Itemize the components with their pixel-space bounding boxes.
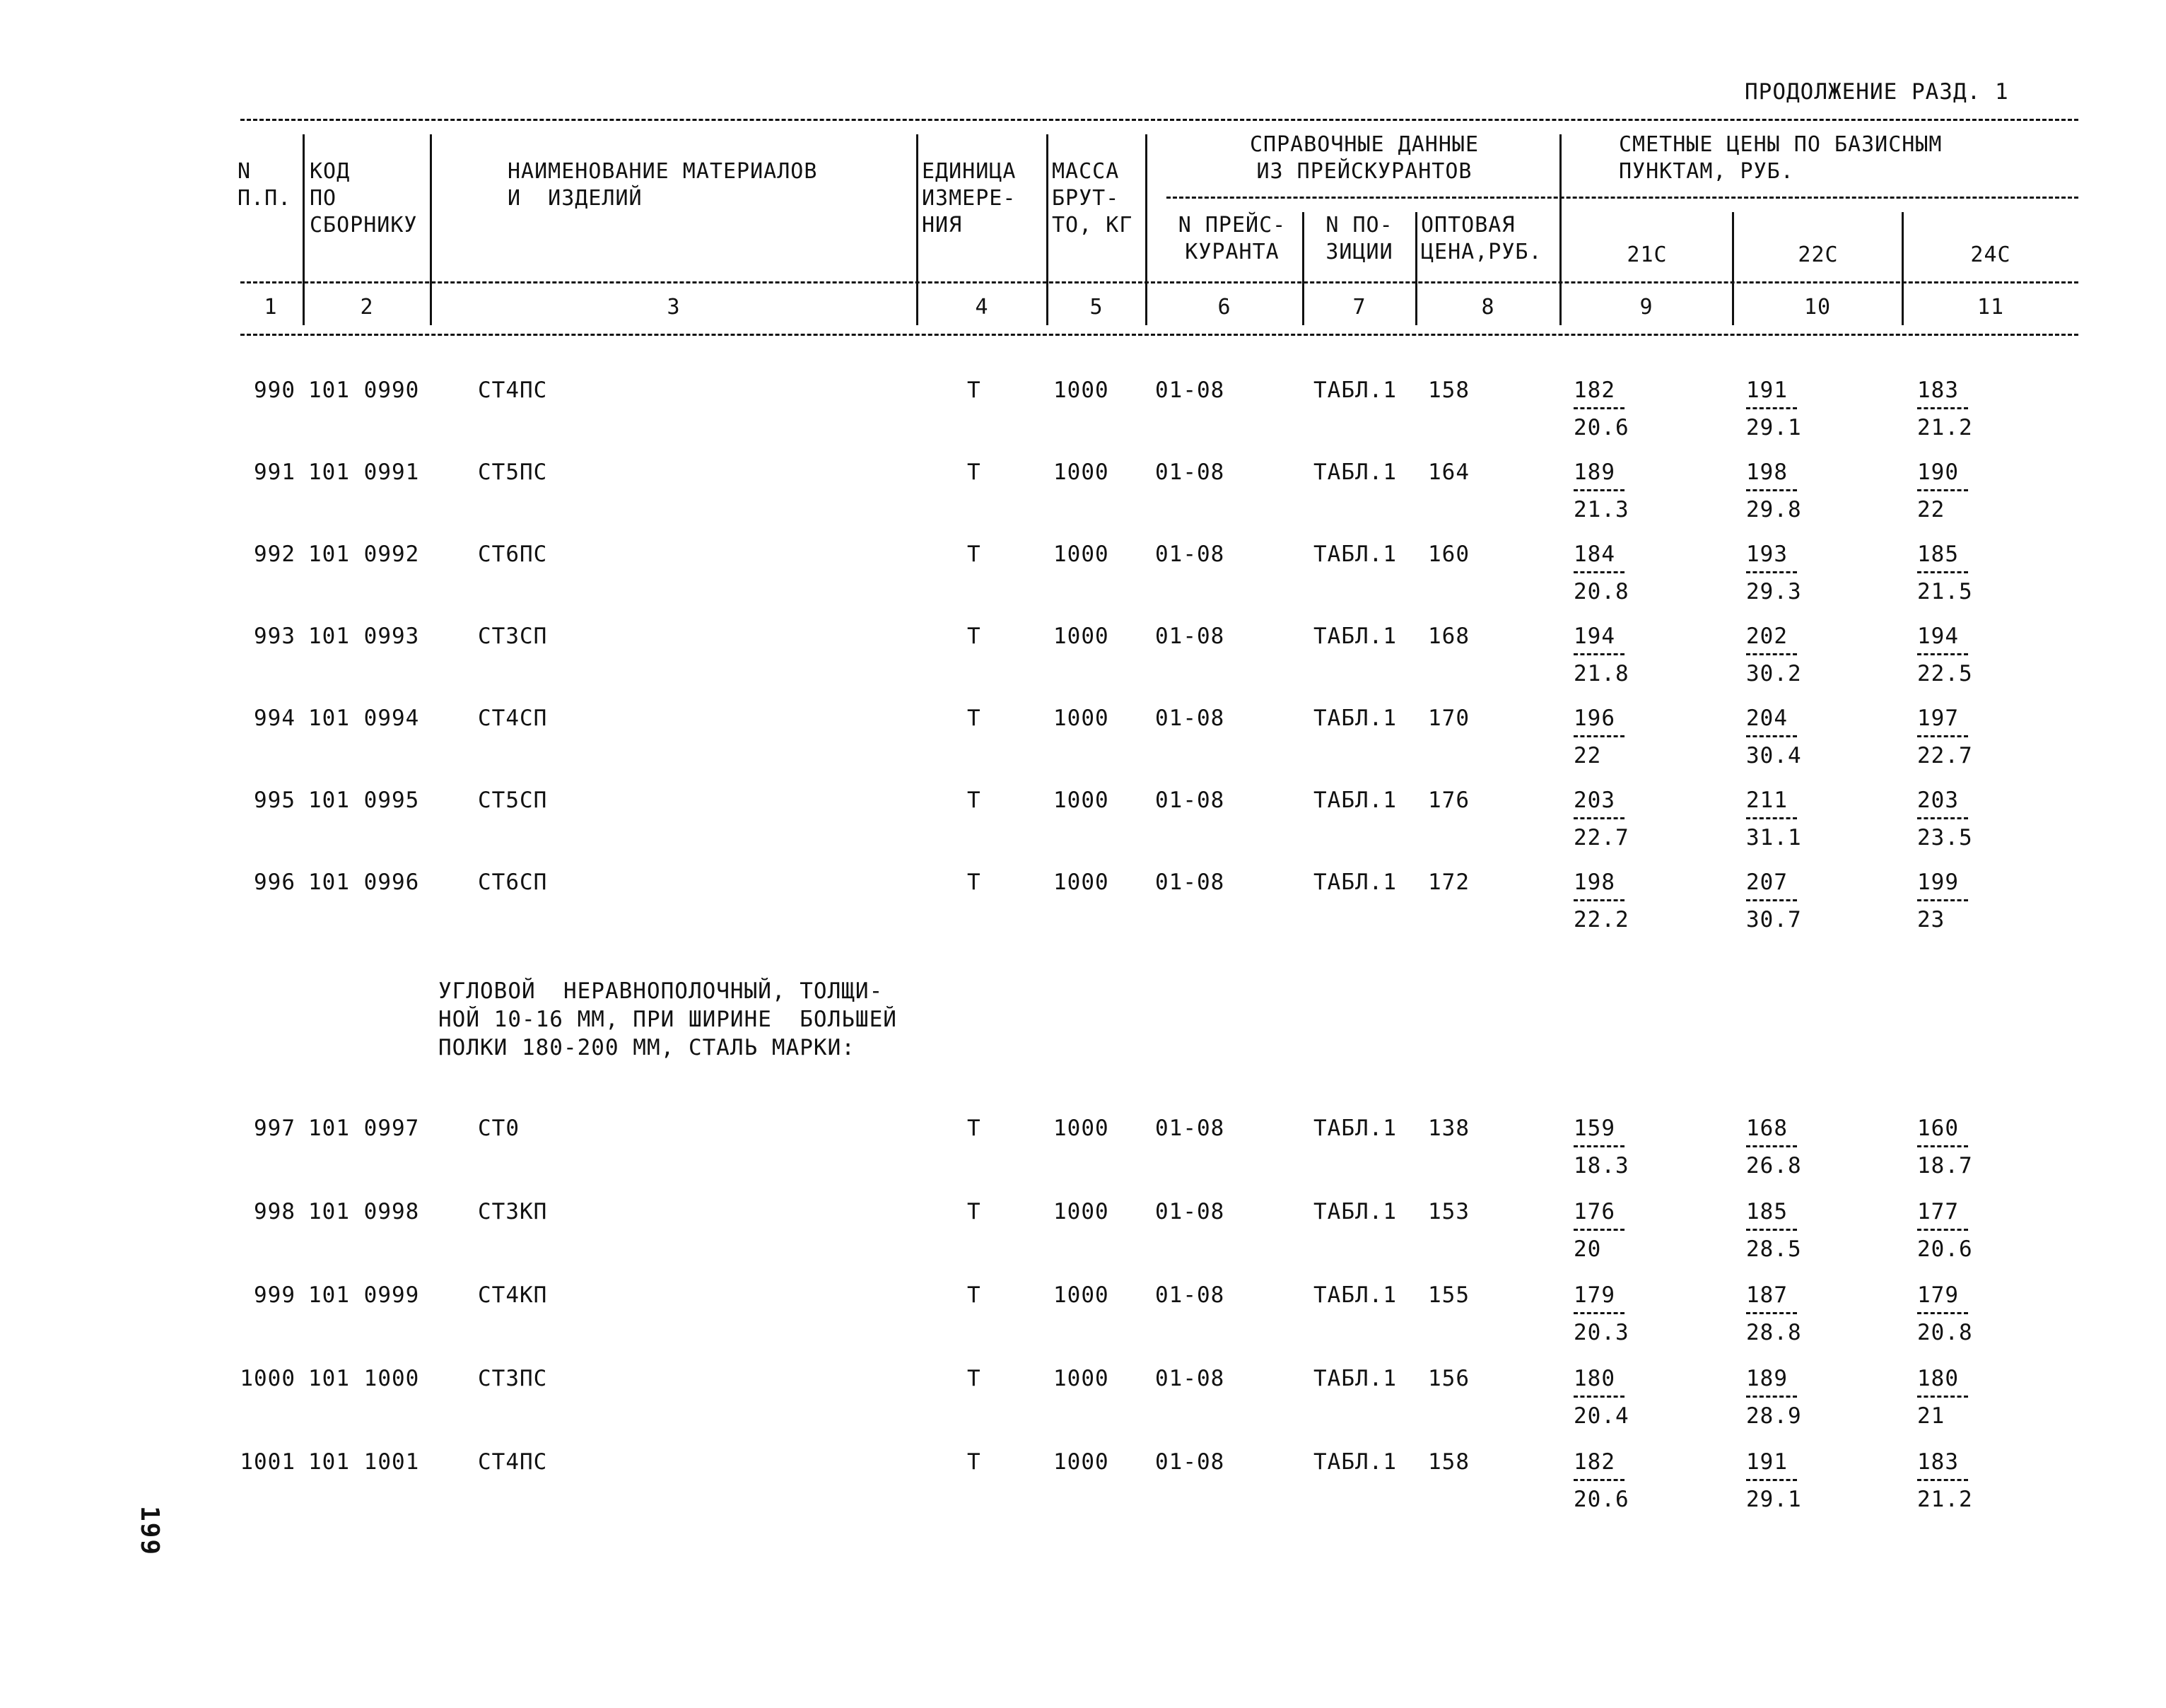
fraction-bar — [1917, 571, 1968, 573]
price-denominator: 22 — [1574, 743, 1602, 768]
row-position: ТАБЛ.1 — [1313, 788, 1397, 813]
row-number: 995 — [254, 788, 295, 813]
row-mass: 1000 — [1053, 1199, 1109, 1224]
price-denominator: 20.8 — [1574, 579, 1629, 604]
row-pricelist: 01-08 — [1155, 1116, 1225, 1141]
col-number: 1 — [264, 295, 278, 320]
fraction-bar — [1746, 817, 1797, 819]
row-unit: Т — [967, 1199, 981, 1224]
row-pricelist: 01-08 — [1155, 1199, 1225, 1224]
price-numerator: 204 — [1746, 706, 1788, 731]
price-denominator: 23.5 — [1917, 825, 1973, 850]
row-mass: 1000 — [1053, 870, 1109, 895]
row-mass: 1000 — [1053, 706, 1109, 731]
price-22c — [1746, 1199, 1845, 1262]
price-denominator: 21.2 — [1917, 1487, 1973, 1512]
price-21c — [1574, 706, 1673, 768]
price-21c — [1574, 1366, 1673, 1429]
fraction-bar — [1917, 653, 1968, 655]
row-code: 101 1000 — [308, 1366, 420, 1391]
price-numerator: 189 — [1574, 460, 1615, 485]
row-name: СТ4КП — [478, 1282, 548, 1308]
row-name: СТ3СП — [478, 624, 548, 649]
price-numerator: 196 — [1574, 706, 1615, 731]
header-top-rule — [240, 119, 2078, 121]
price-numerator: 176 — [1574, 1199, 1615, 1224]
price-denominator: 20.6 — [1574, 1487, 1629, 1512]
price-21c — [1574, 624, 1673, 686]
row-number: 1001 — [240, 1449, 295, 1475]
row-code: 101 0991 — [308, 460, 420, 485]
price-numerator: 179 — [1917, 1282, 1959, 1308]
price-denominator: 22.7 — [1574, 825, 1629, 850]
price-denominator: 28.5 — [1746, 1236, 1802, 1262]
fraction-bar — [1746, 1229, 1797, 1231]
header-col2: КОД ПО СБОРНИКУ — [310, 159, 418, 238]
price-denominator: 20.4 — [1574, 1403, 1629, 1429]
fraction-bar — [1917, 1479, 1968, 1481]
header-col7: N ПО- ЗИЦИИ — [1325, 213, 1393, 264]
price-21c — [1574, 1449, 1673, 1512]
row-unit: Т — [967, 870, 981, 895]
row-number: 994 — [254, 706, 295, 731]
header-col6: N ПРЕЙС- КУРАНТА — [1178, 213, 1287, 264]
row-number: 996 — [254, 870, 295, 895]
price-22c — [1746, 788, 1845, 850]
row-unit: Т — [967, 788, 981, 813]
fraction-bar — [1746, 1145, 1797, 1147]
fraction-bar — [1574, 653, 1624, 655]
row-mass: 1000 — [1053, 1449, 1109, 1475]
header-col10: 22С — [1798, 242, 1839, 267]
price-numerator: 198 — [1746, 460, 1788, 485]
fraction-bar — [1917, 1396, 1968, 1398]
row-position: ТАБЛ.1 — [1313, 542, 1397, 567]
price-denominator: 21.8 — [1574, 661, 1629, 686]
col-sep — [1559, 134, 1562, 325]
price-24c — [1917, 1282, 2016, 1345]
row-number: 997 — [254, 1116, 295, 1141]
price-numerator: 185 — [1917, 542, 1959, 567]
header-price-group: СМЕТНЫЕ ЦЕНЫ ПО БАЗИСНЫМ ПУНКТАМ, РУБ. — [1619, 132, 1943, 184]
row-position: ТАБЛ.1 — [1313, 706, 1397, 731]
row-unit: Т — [967, 1449, 981, 1475]
price-24c — [1917, 1366, 2016, 1429]
row-number: 998 — [254, 1199, 295, 1224]
fraction-bar — [1574, 1145, 1624, 1147]
fraction-bar — [1746, 489, 1797, 491]
price-denominator: 21.5 — [1917, 579, 1973, 604]
row-pricelist: 01-08 — [1155, 624, 1225, 649]
row-code: 101 0993 — [308, 624, 420, 649]
fraction-bar — [1746, 407, 1797, 409]
row-unit: Т — [967, 542, 981, 567]
header-col1: N П.П. — [238, 159, 292, 211]
fraction-bar — [1574, 1229, 1624, 1231]
row-pricelist: 01-08 — [1155, 706, 1225, 731]
price-numerator: 183 — [1917, 378, 1959, 403]
row-wholesale-price: 155 — [1428, 1282, 1470, 1308]
price-denominator: 21 — [1917, 1403, 1945, 1429]
row-mass: 1000 — [1053, 1116, 1109, 1141]
fraction-bar — [1574, 899, 1624, 901]
fraction-bar — [1917, 735, 1968, 737]
col-sep — [430, 134, 432, 325]
price-denominator: 29.1 — [1746, 415, 1802, 440]
continuation-label: ПРОДОЛЖЕНИЕ РАЗД. 1 — [1745, 79, 2009, 105]
row-number: 991 — [254, 460, 295, 485]
row-pricelist: 01-08 — [1155, 788, 1225, 813]
price-denominator: 20.8 — [1917, 1320, 1973, 1345]
price-numerator: 179 — [1574, 1282, 1615, 1308]
row-code: 101 0995 — [308, 788, 420, 813]
row-pricelist: 01-08 — [1155, 378, 1225, 403]
row-name: СТ4ПС — [478, 378, 548, 403]
row-position: ТАБЛ.1 — [1313, 378, 1397, 403]
row-name: СТ5СП — [478, 788, 548, 813]
fraction-bar — [1917, 1312, 1968, 1314]
col-number: 10 — [1803, 295, 1832, 320]
fraction-bar — [1574, 1312, 1624, 1314]
price-denominator: 20 — [1574, 1236, 1602, 1262]
col-sep — [1302, 212, 1304, 325]
price-denominator: 30.4 — [1746, 743, 1802, 768]
price-denominator: 29.3 — [1746, 579, 1802, 604]
row-unit: Т — [967, 624, 981, 649]
row-wholesale-price: 172 — [1428, 870, 1470, 895]
fraction-bar — [1746, 899, 1797, 901]
col-number: 3 — [667, 295, 681, 320]
row-position: ТАБЛ.1 — [1313, 1449, 1397, 1475]
price-numerator: 194 — [1574, 624, 1615, 649]
price-22c — [1746, 378, 1845, 440]
row-code: 101 0992 — [308, 542, 420, 567]
price-denominator: 29.8 — [1746, 497, 1802, 522]
col-sep — [1046, 134, 1048, 325]
fraction-bar — [1574, 817, 1624, 819]
row-position: ТАБЛ.1 — [1313, 1116, 1397, 1141]
row-name: СТ6ПС — [478, 542, 548, 567]
row-name: СТ4СП — [478, 706, 548, 731]
header-group-rule — [1166, 197, 2078, 199]
col-number: 8 — [1481, 295, 1495, 320]
price-numerator: 202 — [1746, 624, 1788, 649]
row-position: ТАБЛ.1 — [1313, 870, 1397, 895]
row-code: 101 1001 — [308, 1449, 420, 1475]
row-mass: 1000 — [1053, 460, 1109, 485]
price-24c — [1917, 624, 2016, 686]
price-numerator: 168 — [1746, 1116, 1788, 1141]
fraction-bar — [1574, 489, 1624, 491]
row-unit: Т — [967, 1282, 981, 1308]
price-denominator: 23 — [1917, 907, 1945, 932]
fraction-bar — [1746, 571, 1797, 573]
row-name: СТ3ПС — [478, 1366, 548, 1391]
price-24c — [1917, 542, 2016, 604]
row-wholesale-price: 168 — [1428, 624, 1470, 649]
fraction-bar — [1574, 571, 1624, 573]
row-name: СТ4ПС — [478, 1449, 548, 1475]
price-denominator: 22.2 — [1574, 907, 1629, 932]
price-22c — [1746, 624, 1845, 686]
col-number: 2 — [360, 295, 374, 320]
col-number: 6 — [1217, 295, 1231, 320]
row-number: 992 — [254, 542, 295, 567]
price-numerator: 197 — [1917, 706, 1959, 731]
fraction-bar — [1746, 1396, 1797, 1398]
fraction-bar — [1917, 407, 1968, 409]
header-col4: ЕДИНИЦА ИЗМЕРЕ- НИЯ — [922, 159, 1017, 238]
row-wholesale-price: 164 — [1428, 460, 1470, 485]
row-wholesale-price: 158 — [1428, 378, 1470, 403]
col-sep — [916, 134, 918, 325]
row-pricelist: 01-08 — [1155, 1449, 1225, 1475]
price-21c — [1574, 542, 1673, 604]
row-code: 101 0997 — [308, 1116, 420, 1141]
price-21c — [1574, 460, 1673, 522]
row-wholesale-price: 170 — [1428, 706, 1470, 731]
header-col5: МАССА БРУТ- ТО, КГ — [1052, 159, 1133, 238]
fraction-bar — [1746, 1312, 1797, 1314]
row-code: 101 0999 — [308, 1282, 420, 1308]
price-22c — [1746, 706, 1845, 768]
price-numerator: 194 — [1917, 624, 1959, 649]
row-number: 1000 — [240, 1366, 295, 1391]
row-unit: Т — [967, 460, 981, 485]
row-wholesale-price: 176 — [1428, 788, 1470, 813]
row-pricelist: 01-08 — [1155, 1366, 1225, 1391]
row-mass: 1000 — [1053, 788, 1109, 813]
price-24c — [1917, 1116, 2016, 1178]
row-position: ТАБЛ.1 — [1313, 1282, 1397, 1308]
price-24c — [1917, 378, 2016, 440]
col-number: 5 — [1089, 295, 1104, 320]
price-numerator: 183 — [1917, 1449, 1959, 1475]
price-numerator: 180 — [1917, 1366, 1959, 1391]
price-denominator: 21.2 — [1917, 415, 1973, 440]
header-bottom-rule — [240, 334, 2078, 336]
price-22c — [1746, 1366, 1845, 1429]
fraction-bar — [1746, 735, 1797, 737]
col-sep — [1902, 212, 1904, 325]
price-numerator: 182 — [1574, 378, 1615, 403]
price-denominator: 28.9 — [1746, 1403, 1802, 1429]
col-number: 4 — [975, 295, 989, 320]
row-wholesale-price: 138 — [1428, 1116, 1470, 1141]
fraction-bar — [1574, 407, 1624, 409]
price-denominator: 18.3 — [1574, 1153, 1629, 1178]
row-pricelist: 01-08 — [1155, 542, 1225, 567]
col-sep — [1145, 134, 1147, 325]
row-position: ТАБЛ.1 — [1313, 460, 1397, 485]
row-mass: 1000 — [1053, 1282, 1109, 1308]
row-pricelist: 01-08 — [1155, 870, 1225, 895]
price-denominator: 31.1 — [1746, 825, 1802, 850]
price-numerator: 187 — [1746, 1282, 1788, 1308]
row-number: 990 — [254, 378, 295, 403]
row-position: ТАБЛ.1 — [1313, 1366, 1397, 1391]
fraction-bar — [1917, 817, 1968, 819]
row-number: 993 — [254, 624, 295, 649]
row-mass: 1000 — [1053, 1366, 1109, 1391]
price-numerator: 191 — [1746, 378, 1788, 403]
fraction-bar — [1917, 1145, 1968, 1147]
price-22c — [1746, 1449, 1845, 1512]
price-21c — [1574, 1116, 1673, 1178]
price-numerator: 211 — [1746, 788, 1788, 813]
col-sep — [303, 134, 305, 325]
row-position: ТАБЛ.1 — [1313, 624, 1397, 649]
row-mass: 1000 — [1053, 378, 1109, 403]
row-name: СТ3КП — [478, 1199, 548, 1224]
price-21c — [1574, 1282, 1673, 1345]
price-denominator: 30.7 — [1746, 907, 1802, 932]
fraction-bar — [1746, 1479, 1797, 1481]
price-21c — [1574, 378, 1673, 440]
price-denominator: 20.3 — [1574, 1320, 1629, 1345]
price-denominator: 22.7 — [1917, 743, 1973, 768]
header-col9: 21С — [1627, 242, 1668, 267]
col-sep — [1732, 212, 1734, 325]
price-denominator: 20.6 — [1574, 415, 1629, 440]
price-denominator: 18.7 — [1917, 1153, 1973, 1178]
col-number: 7 — [1352, 295, 1366, 320]
price-numerator: 180 — [1574, 1366, 1615, 1391]
section-heading: УГЛОВОЙ НЕРАВНОПОЛОЧНЫЙ, ТОЛЩИ- НОЙ 10-16 ММ, ПРИ ШИРИНЕ БОЛЬШЕЙ ПОЛКИ 180-200 ММ, СТАЛЬ МАРКИ: — [438, 978, 897, 1060]
row-unit: Т — [967, 378, 981, 403]
price-denominator: 22 — [1917, 497, 1945, 522]
row-code: 101 0994 — [308, 706, 420, 731]
col-sep — [1415, 212, 1417, 325]
price-22c — [1746, 1116, 1845, 1178]
fraction-bar — [1574, 1396, 1624, 1398]
price-numerator: 193 — [1746, 542, 1788, 567]
price-denominator: 30.2 — [1746, 661, 1802, 686]
price-denominator: 28.8 — [1746, 1320, 1802, 1345]
page-number: 199 — [135, 1506, 164, 1557]
row-mass: 1000 — [1053, 624, 1109, 649]
price-22c — [1746, 542, 1845, 604]
price-numerator: 190 — [1917, 460, 1959, 485]
price-24c — [1917, 870, 2016, 932]
row-mass: 1000 — [1053, 542, 1109, 567]
row-code: 101 0998 — [308, 1199, 420, 1224]
header-reference-group: СПРАВОЧНЫЕ ДАННЫЕ ИЗ ПРЕЙСКУРАНТОВ — [1249, 132, 1480, 184]
row-wholesale-price: 153 — [1428, 1199, 1470, 1224]
row-wholesale-price: 158 — [1428, 1449, 1470, 1475]
fraction-bar — [1917, 489, 1968, 491]
row-code: 101 0990 — [308, 378, 420, 403]
row-code: 101 0996 — [308, 870, 420, 895]
price-numerator: 185 — [1746, 1199, 1788, 1224]
header-col8: ОПТОВАЯ ЦЕНА,РУБ. — [1421, 213, 1542, 264]
price-numerator: 203 — [1574, 788, 1615, 813]
price-21c — [1574, 788, 1673, 850]
price-denominator: 20.6 — [1917, 1236, 1973, 1262]
price-denominator: 26.8 — [1746, 1153, 1802, 1178]
price-numerator: 182 — [1574, 1449, 1615, 1475]
price-numerator: 184 — [1574, 542, 1615, 567]
price-22c — [1746, 1282, 1845, 1345]
price-numerator: 189 — [1746, 1366, 1788, 1391]
price-numerator: 159 — [1574, 1116, 1615, 1141]
price-21c — [1574, 1199, 1673, 1262]
price-22c — [1746, 460, 1845, 522]
fraction-bar — [1746, 653, 1797, 655]
price-numerator: 191 — [1746, 1449, 1788, 1475]
row-position: ТАБЛ.1 — [1313, 1199, 1397, 1224]
row-name: СТ0 — [478, 1116, 520, 1141]
row-unit: Т — [967, 706, 981, 731]
row-wholesale-price: 156 — [1428, 1366, 1470, 1391]
price-22c — [1746, 870, 1845, 932]
row-pricelist: 01-08 — [1155, 1282, 1225, 1308]
price-numerator: 207 — [1746, 870, 1788, 895]
price-numerator: 199 — [1917, 870, 1959, 895]
price-24c — [1917, 1449, 2016, 1512]
row-name: СТ6СП — [478, 870, 548, 895]
col-number: 9 — [1639, 295, 1653, 320]
row-pricelist: 01-08 — [1155, 460, 1225, 485]
price-24c — [1917, 460, 2016, 522]
price-numerator: 203 — [1917, 788, 1959, 813]
fraction-bar — [1574, 735, 1624, 737]
fraction-bar — [1917, 899, 1968, 901]
fraction-bar — [1917, 1229, 1968, 1231]
price-numerator: 177 — [1917, 1199, 1959, 1224]
price-denominator: 22.5 — [1917, 661, 1973, 686]
header-mid-rule — [240, 281, 2078, 283]
price-numerator: 198 — [1574, 870, 1615, 895]
price-24c — [1917, 706, 2016, 768]
price-denominator: 21.3 — [1574, 497, 1629, 522]
row-unit: Т — [967, 1366, 981, 1391]
header-col11: 24С — [1970, 242, 2011, 267]
fraction-bar — [1574, 1479, 1624, 1481]
price-24c — [1917, 1199, 2016, 1262]
row-number: 999 — [254, 1282, 295, 1308]
price-denominator: 29.1 — [1746, 1487, 1802, 1512]
price-24c — [1917, 788, 2016, 850]
row-name: СТ5ПС — [478, 460, 548, 485]
header-col3: НАИМЕНОВАНИЕ МАТЕРИАЛОВ И ИЗДЕЛИЙ — [508, 159, 818, 211]
price-numerator: 160 — [1917, 1116, 1959, 1141]
row-wholesale-price: 160 — [1428, 542, 1470, 567]
row-unit: Т — [967, 1116, 981, 1141]
col-number: 11 — [1977, 295, 2005, 320]
price-21c — [1574, 870, 1673, 932]
